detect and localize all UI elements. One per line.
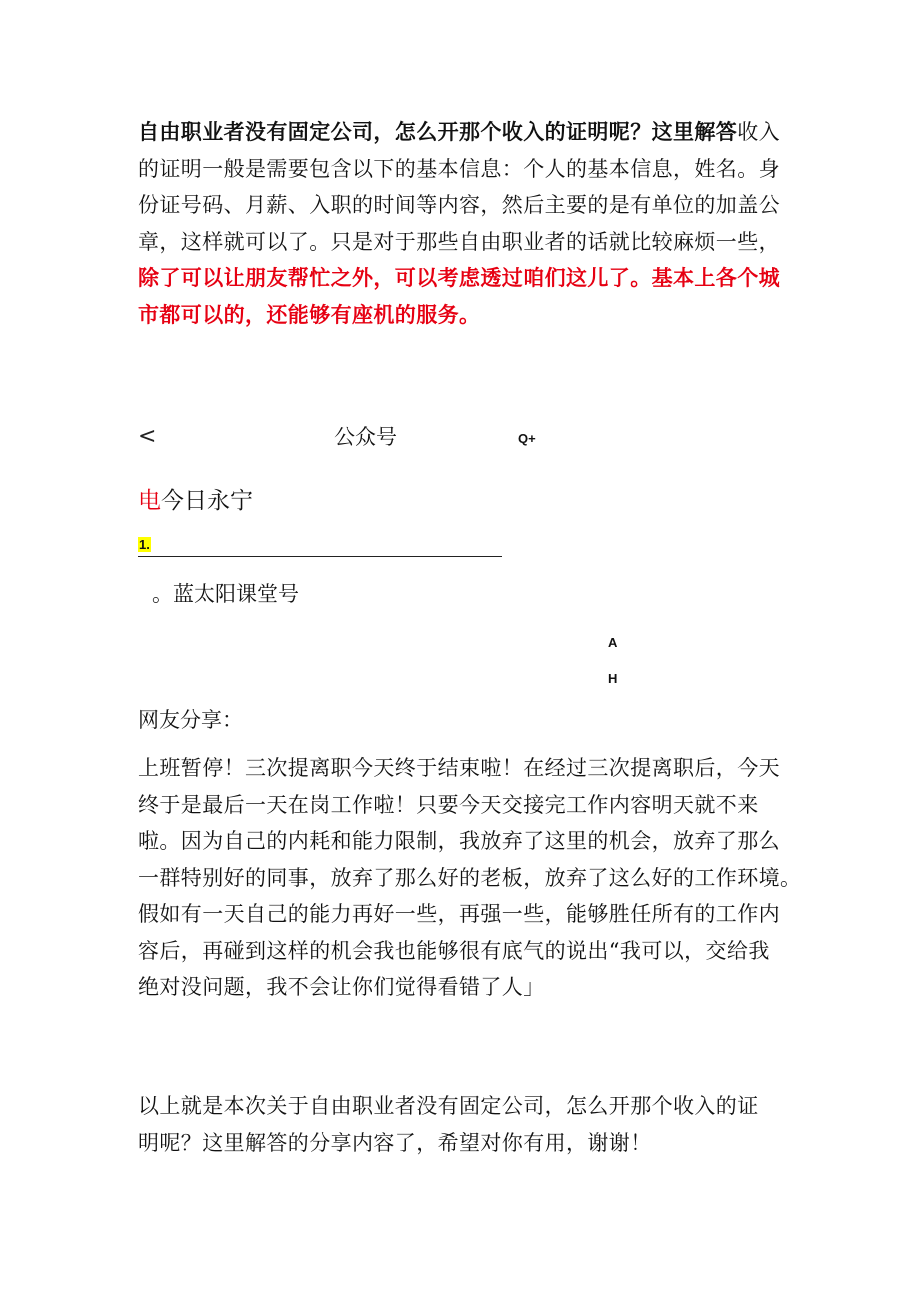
account-prefix: 电 (138, 488, 161, 514)
list-number: 1. (139, 537, 150, 552)
back-arrow-icon[interactable]: < (138, 424, 157, 449)
closing-line-1: 以上就是本次关于自由职业者没有固定公司，怎么开那个收入的证 (138, 1094, 759, 1118)
nav-title: 公众号 (334, 425, 397, 449)
course-name: 。蓝太阳课堂号 (152, 582, 299, 606)
intro-title-bold: 自由职业者没有固定公司，怎么开那个收入的证明呢？这里解答 (138, 120, 738, 144)
index-letter-h: H (608, 671, 618, 686)
share-line: 一群特别好的同事，放弃了那么好的老板，放弃了这么好的工作环境。 (138, 865, 802, 890)
share-label: 网友分享： (138, 708, 243, 732)
closing-paragraph (138, 1088, 788, 1161)
account-name (138, 484, 253, 518)
share-line: 终于是最后一天在岗工作啦！只要今天交接完工作内容明天就不来 (138, 792, 759, 817)
intro-paragraph (138, 114, 788, 333)
share-line: 容后，再碰到这样的机会我也能够很有底气的说出“我可以，交给我 (138, 938, 770, 963)
closing-line-2: 明呢？这里解答的分享内容了，希望对你有用，谢谢！ (138, 1130, 652, 1155)
share-line: 假如有一天自己的能力再好一些，再强一些，能够胜任所有的工作内 (138, 902, 780, 926)
intro-line-2: 的证明一般是需要包含以下的基本信息：个人的基本信息，姓名。身 (138, 156, 780, 181)
list-item (138, 534, 502, 557)
intro-line-1-rest: 收入 (737, 120, 781, 144)
intro-line-1 (138, 114, 788, 151)
intro-line-3: 份证号码、月薪、入职的时间等内容，然后主要的是有单位的加盖公 (138, 193, 780, 217)
account-title: 今日永宁 (161, 488, 253, 514)
share-line: 上班暂停！三次提离职今天终于结束啦！在经过三次提离职后，今天 (138, 756, 780, 780)
intro-line-4: 章，这样就可以了。只是对于那些自由职业者的话就比较麻烦一些， (138, 229, 780, 254)
intro-line-5-highlight: 除了可以让朋友帮忙之外，可以考虑透过咱们这儿了。基本上各个城 (138, 266, 780, 290)
index-letter-a: A (608, 635, 618, 650)
search-add-icon[interactable]: Q+ (518, 431, 536, 446)
share-line: 啦。因为自己的内耗和能力限制，我放弃了这里的机会，放弃了那么 (138, 829, 780, 853)
share-paragraph (138, 750, 802, 1006)
share-line: 绝对没问题，我不会让你们觉得看错了人」 (138, 975, 545, 999)
intro-line-6-highlight: 市都可以的，还能够有座机的服务。 (138, 302, 481, 327)
